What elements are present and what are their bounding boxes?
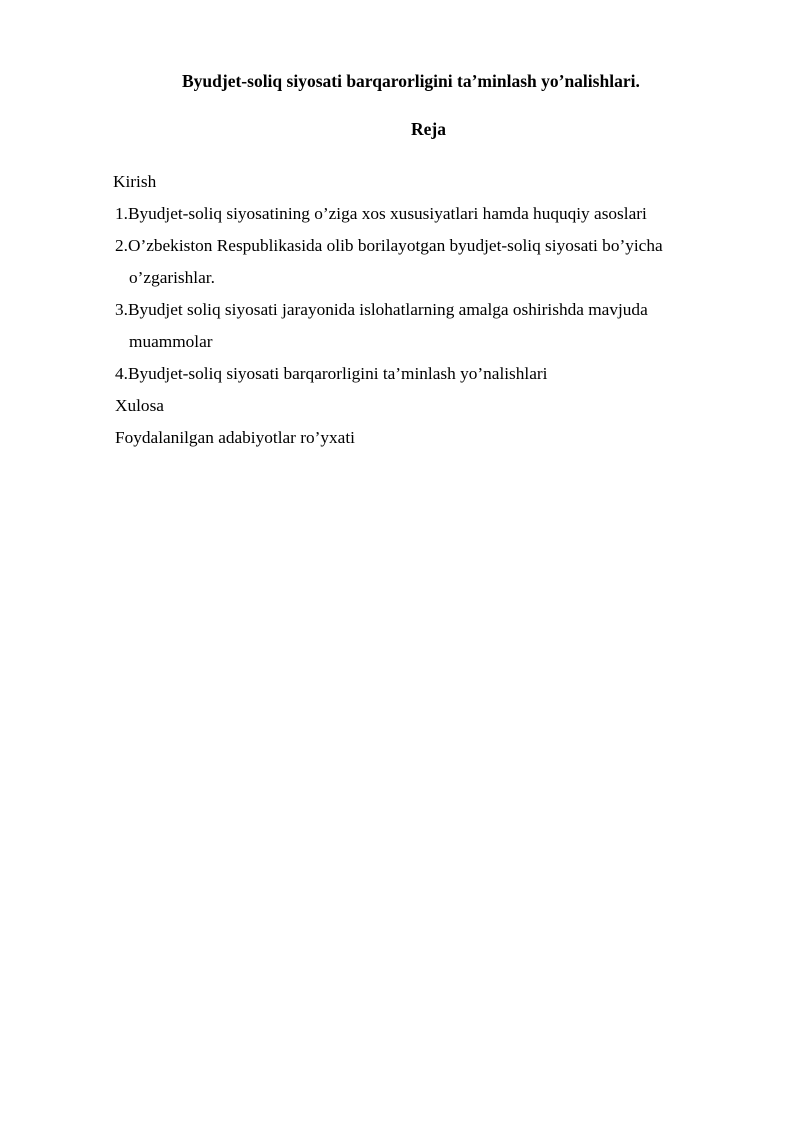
plan-item-2-continuation: o’zgarishlar. <box>129 268 215 287</box>
plan-item-3-continuation: muammolar <box>129 332 213 351</box>
plan-list <box>113 166 733 454</box>
plan-item-conclusion: Xulosa <box>115 396 164 415</box>
plan-heading: Reja <box>411 119 446 139</box>
plan-item-3: 3.Byudjet soliq siyosati jarayonida islohatlarning amalga oshirishda mavjuda <box>115 300 648 319</box>
plan-item-2: 2.O’zbekiston Respublikasida olib borilayotgan byudjet-soliq siyosati bo’yicha <box>115 236 663 255</box>
plan-item-1: 1.Byudjet-soliq siyosatining o’ziga xos xususiyatlari hamda huquqiy asoslari <box>115 204 647 223</box>
plan-item-intro: Kirish <box>113 172 157 191</box>
plan-item-references: Foydalanilgan adabiyotlar ro’yxati <box>115 428 355 447</box>
plan-item-4: 4.Byudjet-soliq siyosati barqarorligini ta’minlash yo’nalishlari <box>115 364 548 383</box>
document-title: Byudjet-soliq siyosati barqarorligini ta’minlash yo’nalishlari. <box>182 71 640 91</box>
